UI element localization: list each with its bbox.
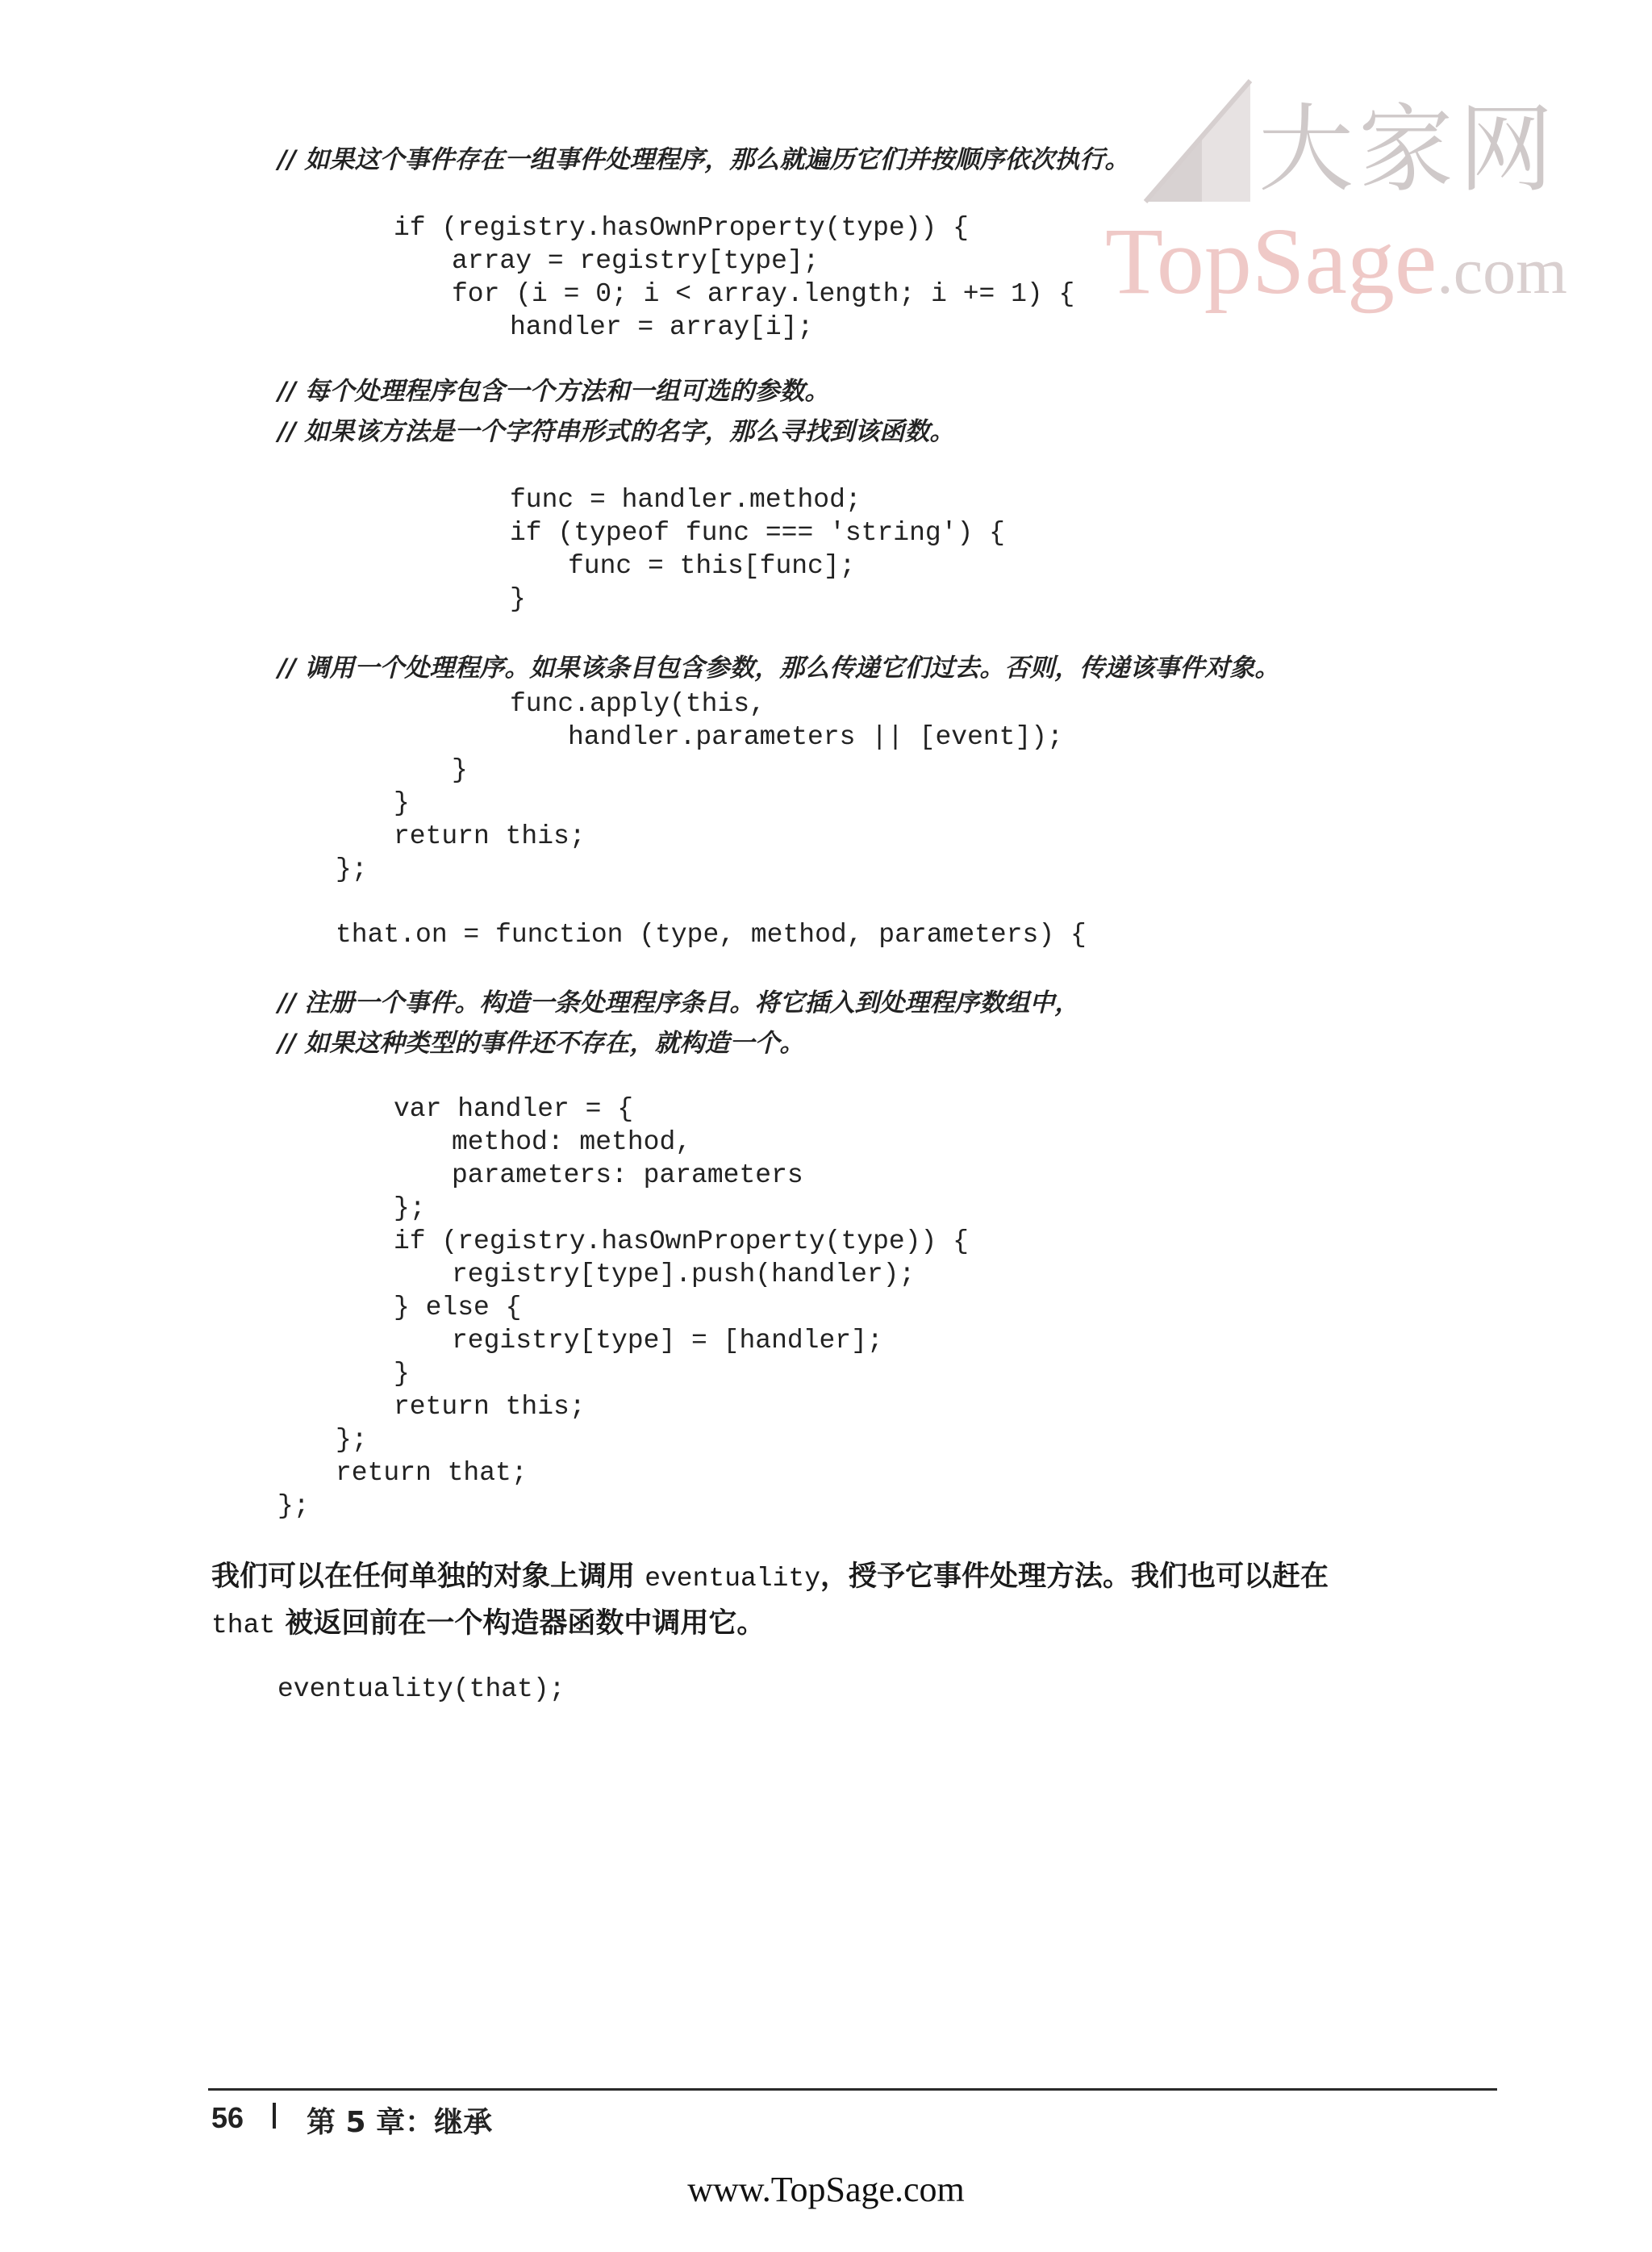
code-line: handler = array[i]; xyxy=(510,312,814,342)
code-line: }; xyxy=(336,1425,368,1455)
code-line: var handler = { xyxy=(394,1094,634,1124)
code-line: if (typeof func === 'string') { xyxy=(510,518,1005,548)
code-line: array = registry[type]; xyxy=(452,246,820,276)
para-text: ，授予它事件处理方法。我们也可以赶在 xyxy=(820,1561,1329,1593)
code-line: if (registry.hasOwnProperty(type)) { xyxy=(394,1226,969,1256)
code-comment: // 如果这个事件存在一组事件处理程序，那么就遍历它们并按顺序依次执行。 xyxy=(277,145,1130,174)
code-line: return that; xyxy=(336,1458,528,1488)
code-line: registry[type].push(handler); xyxy=(452,1260,916,1289)
code-line: return this; xyxy=(394,821,586,851)
watermark-en xyxy=(1105,208,1567,314)
body-paragraph-line-1 xyxy=(211,1559,1329,1597)
para-text: 被返回前在一个构造器函数中调用它。 xyxy=(275,1607,766,1640)
code-line: if (registry.hasOwnProperty(type)) { xyxy=(394,213,969,243)
code-line: }; xyxy=(336,854,368,884)
body-paragraph-line-2 xyxy=(211,1606,765,1644)
chapter-title: 第 5 章：继承 xyxy=(307,2106,493,2139)
code-line: }; xyxy=(277,1491,310,1521)
code-comment: // 调用一个处理程序。如果该条目包含参数，那么传递它们过去。否则，传递该事件对象。 xyxy=(277,654,1280,683)
watermark-en-suffix: .com xyxy=(1437,234,1567,307)
code-line: } xyxy=(510,584,526,614)
example-code-line: eventuality(that); xyxy=(277,1674,565,1704)
inline-code: that xyxy=(211,1611,276,1640)
code-comment: // 如果该方法是一个字符串形式的名字，那么寻找到该函数。 xyxy=(277,417,955,446)
code-line: for (i = 0; i < array.length; i += 1) { xyxy=(452,279,1075,309)
code-line: } xyxy=(394,1359,410,1389)
footer-url: www.TopSage.com xyxy=(687,2170,965,2209)
page-number: 56 xyxy=(211,2101,244,2134)
code-line: return this; xyxy=(394,1392,586,1422)
code-line: func = handler.method; xyxy=(510,485,861,515)
code-line: that.on = function (type, method, parameters) { xyxy=(336,920,1087,950)
code-line: } xyxy=(394,788,410,818)
code-comment: // 如果这种类型的事件还不存在，就构造一个。 xyxy=(277,1029,805,1058)
watermark-en-main: TopSage xyxy=(1105,208,1437,314)
code-line: handler.parameters || [event]); xyxy=(568,722,1063,752)
watermark-cn: 大家网 xyxy=(1258,94,1559,205)
footer-separator xyxy=(273,2103,276,2129)
topsage-watermark xyxy=(1105,56,1589,323)
code-line: } xyxy=(452,755,468,785)
code-line: }; xyxy=(394,1193,426,1223)
code-comment: // 注册一个事件。构造一条处理程序条目。将它插入到处理程序数组中， xyxy=(277,988,1080,1017)
code-line: method: method, xyxy=(452,1127,692,1157)
footer-rule xyxy=(208,2088,1497,2091)
para-text: 我们可以在任何单独的对象上调用 xyxy=(211,1561,645,1593)
inline-code: eventuality xyxy=(645,1564,821,1594)
code-line: parameters: parameters xyxy=(452,1160,803,1190)
code-line: func = this[func]; xyxy=(568,551,856,581)
topsage-logo-icon xyxy=(1137,73,1258,210)
code-line: func.apply(this, xyxy=(510,689,766,719)
code-line: } else { xyxy=(394,1293,522,1322)
code-comment: // 每个处理程序包含一个方法和一组可选的参数。 xyxy=(277,377,830,406)
code-line: registry[type] = [handler]; xyxy=(452,1326,883,1356)
